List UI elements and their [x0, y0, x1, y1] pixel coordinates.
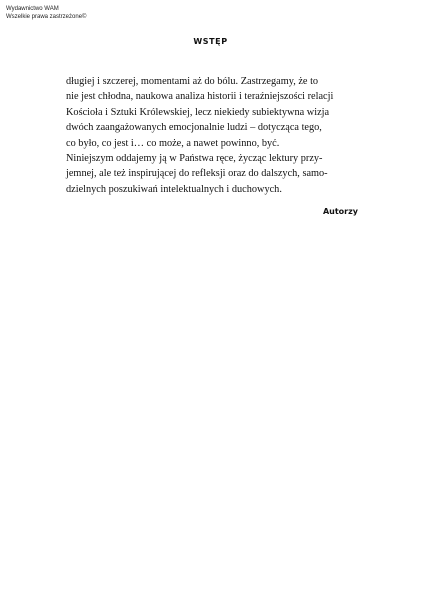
chapter-heading: WSTĘP — [193, 37, 228, 46]
copyright-note: Wszelkie prawa zastrzeżone© — [6, 14, 87, 20]
paragraph-1: długiej i szczerej, momentami aż do bólu. Zastrzegamy, że to nie jest chłodna, naukowa analiza historii i teraźniejszości relacji Kościoła i Sztuki Królewskiej, lecz niekiedy subiektywna wizja dwóch zaangażowanych emocjonalnie ludzi – dotycząca tego, co było, co jest i… co może, a nawet powinno, być. — [66, 76, 334, 149]
publisher-name: Wydawnictwo WAM — [6, 6, 59, 12]
signature: Autorzy — [322, 207, 358, 216]
paragraph-2: Niniejszym oddajemy ją w Państwa ręce, życząc lektury przy- jemnej, ale też inspirującej do refleksji oraz do dalszych, samo- dzielnych poszukiwań intelektualnych i duchowych. — [66, 153, 328, 195]
publisher-note — [6, 5, 86, 21]
body-text — [66, 74, 358, 197]
